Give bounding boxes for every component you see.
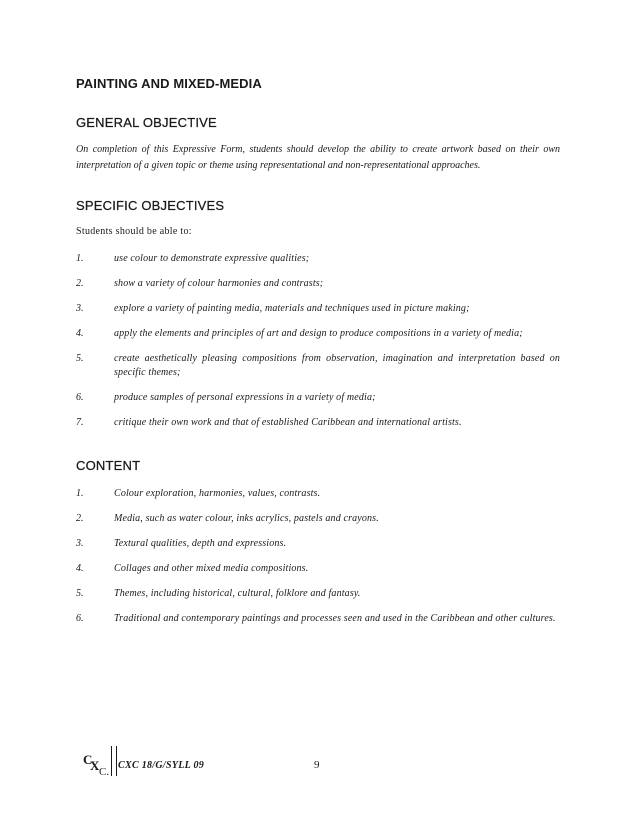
- general-objective-text: On completion of this Expressive Form, students should develop the ability to create artwork based on their own interpretation of a given topic or theme using representational and non-representational approaches.: [76, 144, 560, 171]
- content-number: 6.: [76, 613, 84, 624]
- page-number: 9: [314, 759, 320, 771]
- objective-number: 6.: [76, 392, 84, 403]
- general-objective-heading: GENERAL OBJECTIVE: [76, 115, 217, 130]
- objective-text: produce samples of personal expressions in a variety of media;: [114, 392, 376, 403]
- content-number: 2.: [76, 513, 84, 524]
- objective-text: use colour to demonstrate expressive qualities;: [114, 253, 310, 264]
- section-title: PAINTING AND MIXED-MEDIA: [76, 76, 262, 91]
- objective-number: 5.: [76, 353, 84, 364]
- content-text: Textural qualities, depth and expressions.: [114, 538, 287, 549]
- footer-divider: [111, 746, 117, 776]
- content-number: 1.: [76, 488, 84, 499]
- objective-text: critique their own work and that of established Caribbean and international artists.: [114, 417, 462, 428]
- content-text: Collages and other mixed media compositions.: [114, 563, 309, 574]
- specific-objectives-intro: Students should be able to:: [76, 226, 192, 237]
- content-text: Media, such as water colour, inks acrylics, pastels and crayons.: [114, 513, 379, 524]
- content-number: 3.: [76, 538, 84, 549]
- cxc-logo-icon: [82, 750, 112, 776]
- content-text: Colour exploration, harmonies, values, contrasts.: [114, 488, 321, 499]
- svg-text:X: X: [90, 758, 100, 773]
- objective-text: apply the elements and principles of art and design to produce compositions in a variety of media;: [114, 328, 523, 339]
- objective-number: 2.: [76, 278, 84, 289]
- objective-number: 4.: [76, 328, 84, 339]
- objective-text: create aesthetically pleasing compositions from observation, imagination and interpretation based on specific themes;: [114, 353, 560, 378]
- content-text: Themes, including historical, cultural, folklore and fantasy.: [114, 588, 361, 599]
- objective-number: 7.: [76, 417, 84, 428]
- objective-number: 1.: [76, 253, 84, 264]
- objective-text: show a variety of colour harmonies and contrasts;: [114, 278, 324, 289]
- syllabus-code: CXC 18/G/SYLL 09: [118, 760, 205, 771]
- content-number: 4.: [76, 563, 84, 574]
- svg-text:C: C: [83, 752, 93, 767]
- specific-objectives-heading: SPECIFIC OBJECTIVES: [76, 198, 225, 213]
- svg-text:C.: C.: [99, 766, 110, 776]
- content-heading: CONTENT: [76, 458, 141, 473]
- content-number: 5.: [76, 588, 84, 599]
- objective-number: 3.: [76, 303, 84, 314]
- objective-text: explore a variety of painting media, materials and techniques used in picture making;: [114, 303, 470, 314]
- content-text: Traditional and contemporary paintings and processes seen and used in the Caribbean and other cultures.: [114, 613, 556, 624]
